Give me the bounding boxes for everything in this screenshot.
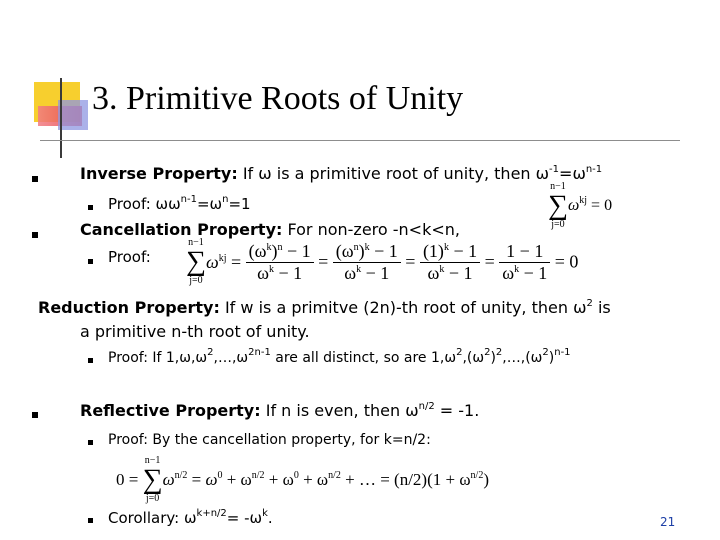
inverse-proof-label: Proof: ωω [108,195,181,213]
reduction-line2: a primitive n-th root of unity. [80,322,310,341]
red-mid2: are all distinct, so are 1,ω [270,350,457,366]
p-num4: 1 − 1 [506,240,544,261]
eq-body-exp: 0 [217,470,223,481]
corollary-tail: = -ω [226,509,263,527]
reflective-heading: Reflective Property: [80,401,261,420]
p-num2-exp2: k [364,241,370,253]
sum-term: ω [567,197,580,214]
eq-rest2-exp: 0 [293,470,299,481]
sum-bottom: j=0 [551,219,565,230]
p-num1-tail: ) [271,240,278,261]
reduction-text2: is [592,298,611,317]
red-exp1: 2 [207,347,214,358]
red-exp6: 2 [542,347,549,358]
reduction-proof: Proof: If 1,ω,ω [108,350,208,366]
corollary-exp: k+n/2 [196,508,227,519]
sub-bullet [88,358,93,363]
reduction-exp: 2 [586,298,593,309]
corollary: Corollary: ω [108,509,197,527]
sum-eq: = 0 [587,197,613,214]
sub-bullet [88,518,93,523]
eq-rest: + ω [222,470,252,489]
corollary-line [108,508,273,528]
bullet [32,232,38,238]
corollary-exp2: k [262,508,268,519]
p-den1: ω [257,262,269,283]
reflective-proof-line: Proof: By the cancellation property, for k=n/2: [108,432,431,448]
cancellation-proof-label: Proof: [108,248,151,266]
reflective-exp: n/2 [418,401,435,412]
inverse-exp1: -1 [549,164,560,175]
reduction-property-line [38,298,611,318]
reduction-heading: Reduction Property: [38,298,220,317]
eq-rest4: + … = (n/2)(1 + ω [340,470,471,489]
p-num3-exp: k [443,241,449,253]
p-num1: (ω [248,240,267,261]
inverse-proof-tail: =1 [228,195,251,213]
inverse-proof-line [108,194,251,214]
p-num3-end: − 1 [448,240,478,261]
red-exp7: n-1 [554,347,571,358]
p-num1-exp: k [266,241,272,253]
bullet [32,176,38,182]
reflective-text: If n is even, then ω [260,401,419,420]
red-mid3: ,(ω [462,350,485,366]
inverse-heading: Inverse Property: [80,164,238,183]
p-num2-exp: n [353,241,359,253]
red-exp5: 2 [495,347,503,358]
red-mid6: ) [548,350,555,366]
p-den1-exp: k [268,263,274,275]
inverse-eq: =ω [559,164,586,183]
p-den1-end: − 1 [273,262,303,283]
p-num1-exp2: n [277,241,283,253]
inverse-proof-eq: =ω [196,195,223,213]
inverse-exp2: n-1 [585,164,603,175]
cancellation-sum-formula: n−1 ∑ j=0 $\omega^{kj} = 0$ [548,181,613,230]
reflective-tail: = -1. [434,401,480,420]
sub-bullet [88,259,93,264]
eq-prefix: 0 = [116,470,143,489]
red-exp3: 2 [456,347,463,358]
cancellation-property-line [80,220,460,240]
reflective-equation: 0 = n−1 ∑ j=0 $\omega^{n/2} = \omega^0 + \omega^{n/2} + \omega^0 + \omega^{n/2}$ + … = $(n/2)(1 + \omega^{n/2})$ [116,455,489,504]
eq-rest3-exp: n/2 [328,470,341,481]
red-mid5: ,…,(ω [502,350,543,366]
p-eq-zero: = 0 [550,251,579,272]
eq-rest4-end: ) [483,470,489,489]
inverse-proof-exp1: n-1 [180,194,197,205]
sum-term-exp: kj [579,195,588,206]
p-num2: (ω [335,240,354,261]
eq-body: ω [205,470,218,489]
eq-rest3: + ω [298,470,329,489]
slide-title: 3. Primitive Roots of Unity [92,80,464,117]
sum-top: n−1 [550,181,566,192]
reflective-property-line [80,401,479,421]
cancellation-text: For non-zero -n<k<n, [282,220,460,239]
logo-vertical-line [60,78,62,158]
p-num2-tail: ) [358,240,365,261]
inverse-text: If ω is a primitive root of unity, then ω [237,164,550,183]
eq-rest2: + ω [264,470,294,489]
p-num3: (1) [422,240,444,261]
eq-rest-exp: n/2 [251,470,265,481]
bullet [32,412,38,418]
logo-blue-square [58,100,88,130]
red-mid: ,…,ω [213,350,249,366]
eq-rest4-exp: n/2 [470,470,484,481]
p-num2-end: − 1 [369,240,398,261]
red-exp4: 2 [484,347,491,358]
reduction-proof-line [108,348,571,368]
sub-bullet [88,205,93,210]
sub-bullet [88,440,93,445]
reduction-text: If w is a primitve (2n)-th root of unity, then ω [219,298,587,317]
inverse-property-line [80,164,602,184]
corollary-end: . [267,509,273,527]
red-exp2: 2n-1 [248,347,271,358]
title-rule [40,140,680,141]
page-number: 21 [660,515,676,529]
cancellation-heading: Cancellation Property: [80,220,283,239]
inverse-proof-exp2: n [222,194,229,205]
p-num1-end: − 1 [282,240,311,261]
cancellation-proof-formula: n−1 ∑ j=0 $\omega^{kj}$ = $\frac{(\omega^k)^n - 1}{\omega^k - 1}$ = $\frac{(\omega^n)^k - 1}{\omega^k - 1}$ = $\frac{(1)^k - 1}{\omega^k - 1}$ = $\frac{1 - 1}{\omega^k - 1}$ = 0 [186,237,579,286]
red-mid4: ) [490,350,496,366]
